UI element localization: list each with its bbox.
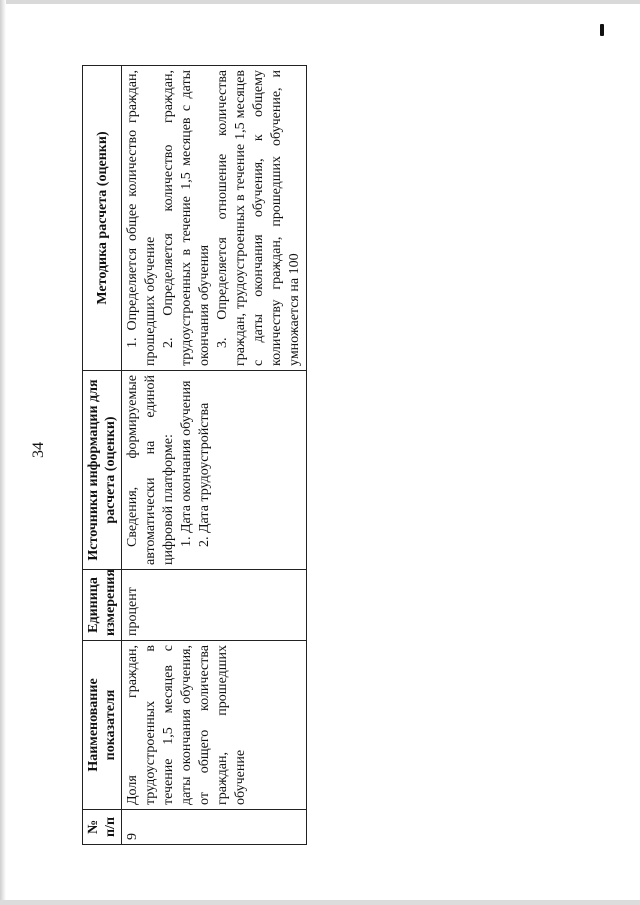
header-unit: Единица измерения [83,570,122,641]
header-sources: Источники информации для расчета (оценки) [83,371,122,570]
sources-item-1: 1. Дата окончания обучения [179,380,194,547]
rotated-page-content [30,55,350,845]
method-step-2: 2. Определяется количество граждан, трудоустроенных в течение 1,5 месяцев с даты окончания обучения [161,70,212,366]
header-num: № п/п [83,810,122,845]
table-row [122,66,307,845]
scan-mark [600,24,604,36]
scan-edge-top [0,0,640,4]
cell-unit: процент [122,570,307,641]
cell-sources [122,371,307,570]
header-name: Наименование показателя [83,641,122,810]
cell-num: 9 [122,810,307,845]
cell-method [122,66,307,371]
cell-name: Доля граждан, трудоустроенных в течение 1,5 месяцев с даты окончания обучения, от общего количества граждан, прошедших обучение [122,641,307,810]
sources-item-2: 2. Дата трудоустройства [197,402,212,547]
indicator-table [82,65,307,845]
sources-intro: Сведения, формируемые автоматически на единой цифровой платформе: [125,375,176,565]
method-step-1: 1. Определяется общее количество граждан, прошедших обучение [125,70,158,366]
scan-edge-left [0,0,6,905]
method-step-3: 3. Определяется отношение количества граждан, трудоустроенных в течение 1,5 месяцев с даты окончания обучения, к общему количеству граждан, прошедших обучение, и умножается на 100 [215,70,302,366]
header-method: Методика расчета (оценки) [83,66,122,371]
table-header-row [83,66,122,845]
scan-edge-bottom [0,900,640,905]
page-number: 34 [30,442,47,458]
